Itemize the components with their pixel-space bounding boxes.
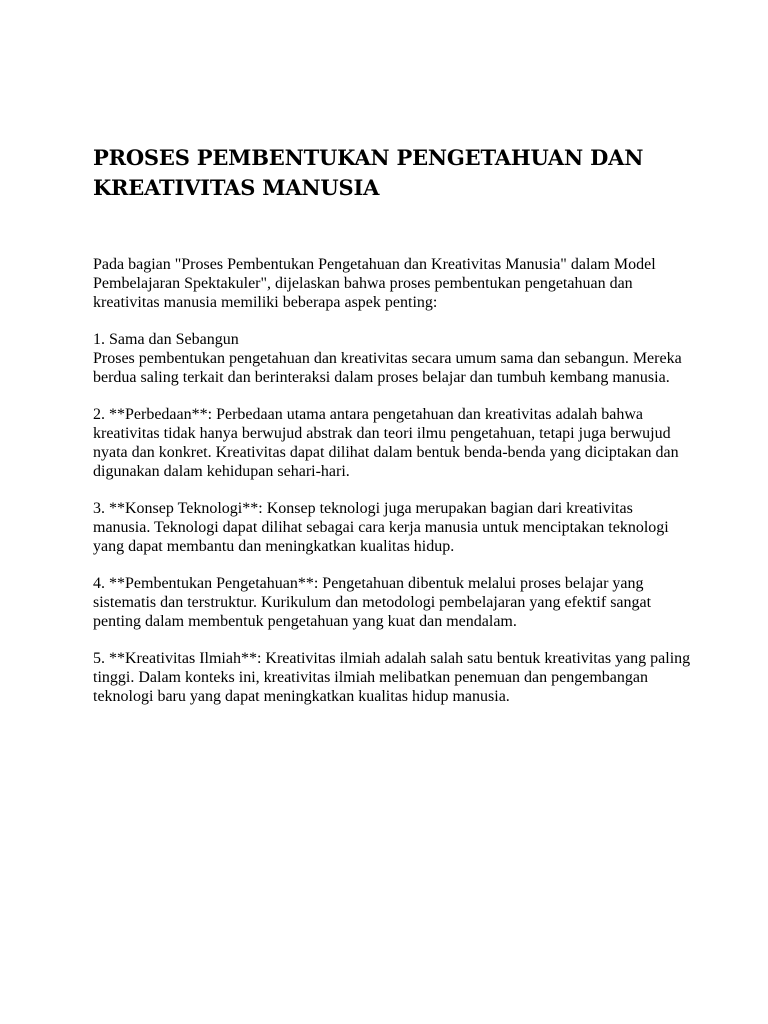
point-1-paragraph: 1. Sama dan Sebangun Proses pembentukan pengetahuan dan kreativitas secara umum sama dan sebangun. Mereka berdua saling terkait dan berinteraksi dalam proses belajar dan tumbuh kembang manusia. <box>93 331 682 386</box>
point-4-paragraph: 4. **Pembentukan Pengetahuan**: Pengetahuan dibentuk melalui proses belajar yang sistematis dan terstruktur. Kurikulum dan metodologi pembelajaran yang efektif sangat penting dalam membentuk pengetahuan yang kuat dan mendalam. <box>93 575 652 630</box>
intro-paragraph: Pada bagian "Proses Pembentukan Pengetahuan dan Kreativitas Manusia" dalam Model Pembelajaran Spektakuler", dijelaskan bahwa proses pembentukan pengetahuan dan kreativitas manusia memiliki beberapa aspek penting: <box>93 256 656 311</box>
point-5-paragraph: 5. **Kreativitas Ilmiah**: Kreativitas ilmiah adalah salah satu bentuk kreativitas yang paling tinggi. Dalam konteks ini, kreativitas ilmiah melibatkan penemuan dan pengembangan teknologi baru yang dapat meningkatkan kualitas hidup manusia. <box>93 650 691 705</box>
document-title: PROSES PEMBENTUKAN PENGETAHUAN DAN KREATIVITAS MANUSIA <box>93 145 644 200</box>
point-3-paragraph: 3. **Konsep Teknologi**: Konsep teknologi juga merupakan bagian dari kreativitas manusia. Teknologi dapat dilihat sebagai cara kerja manusia untuk menciptakan teknologi yang dapat membantu dan meningkatkan kualitas hidup. <box>93 500 669 555</box>
point-2-paragraph: 2. **Perbedaan**: Perbedaan utama antara pengetahuan dan kreativitas adalah bahwa kreativitas tidak hanya berwujud abstrak dan teori ilmu pengetahuan, tetapi juga berwujud nyata dan konkret. Kreativitas dapat dilihat dalam bentuk benda-benda yang diciptakan dan digunakan dalam kehidupan sehari-hari. <box>93 406 679 480</box>
document-content <box>93 143 693 724</box>
